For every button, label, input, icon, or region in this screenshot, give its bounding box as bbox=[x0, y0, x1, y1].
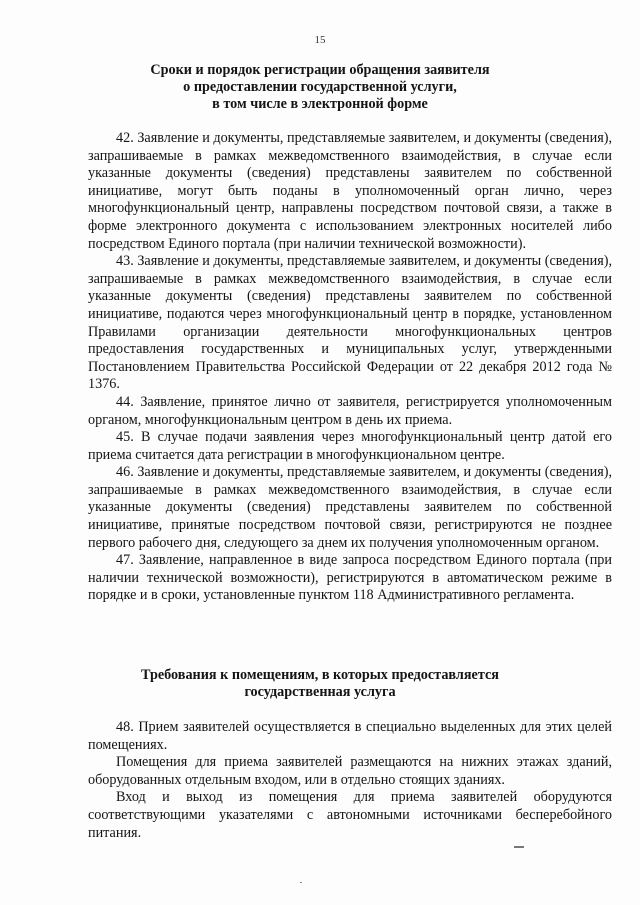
section-body-registration bbox=[88, 130, 612, 605]
paragraph-premises-entrance: Вход и выход из помещения для приема заявителей оборудуются соответствующими указателями с автономными источниками бесперебойного питания. bbox=[88, 789, 612, 841]
heading-line: в том числе в электронной форме bbox=[212, 96, 428, 112]
section-heading-premises bbox=[80, 667, 560, 701]
paragraph-42: 42. Заявление и документы, представляемые заявителем, и документы (сведения), запрашиваемые в рамках межведомственного взаимодействия, в случае если указанные документы (сведения) представлены заявителем по собственной инициативе, могут быть поданы в уполномоченный орган лично, через многофункциональный центр, направлены посредством почтовой связи, а также в форме электронного документа с использованием электронных носителей либо посредством Единого портала (при наличии технической возможности). bbox=[88, 130, 612, 252]
section-body-premises bbox=[88, 719, 612, 842]
heading-line: государственная услуга bbox=[244, 684, 396, 700]
paragraph-45: 45. В случае подачи заявления через многофункциональный центр датой его приема считается дата регистрации в многофункциональном центре. bbox=[88, 429, 612, 463]
paragraph-44: 44. Заявление, принятое лично от заявителя, регистрируется уполномоченным органом, многофункциональным центром в день их приема. bbox=[88, 393, 612, 428]
heading-line: Сроки и порядок регистрации обращения заявителя bbox=[150, 62, 490, 78]
scan-dot bbox=[300, 882, 302, 883]
paragraph-43: 43. Заявление и документы, представляемые заявителем, и документы (сведения), запрашиваемые в рамках межведомственного взаимодействия, в случае если указанные документы (сведения) представлены заявителем по собственной инициативе, подаются через многофункциональный центр в порядке, установленном Правилами организации деятельности многофункциональных центров предоставления государственных и муниципальных услуг, утвержденными Постановлением Правительства Российской Федерации от 22 декабря 2012 года № 1376. bbox=[88, 253, 612, 393]
paragraph-46: 46. Заявление и документы, представляемые заявителем, и документы (сведения), запрашиваемые в рамках межведомственного взаимодействия, в случае если указанные документы (сведения) представлены заявителем по собственной инициативе, принятые посредством почтовой связи, регистрируются не позднее первого рабочего дня, следующего за днем их получения уполномоченным органом. bbox=[88, 464, 612, 551]
paragraph-47: 47. Заявление, направленное в виде запроса посредством Единого портала (при наличии технической возможности), регистрируются в автоматическом режиме в порядке и в сроки, установленные пунктом 118 Административного регламента. bbox=[88, 552, 612, 604]
page-number: 15 bbox=[314, 34, 326, 46]
heading-line: о предоставлении государственной услуги, bbox=[183, 79, 457, 95]
paragraph-premises-location: Помещения для приема заявителей размещаются на нижних этажах зданий, оборудованных отдельным входом, или в отдельно стоящих зданиях. bbox=[88, 754, 612, 788]
paragraph-48: 48. Прием заявителей осуществляется в специально выделенных для этих целей помещениях. bbox=[88, 719, 612, 753]
scan-mark bbox=[514, 846, 524, 848]
section-heading-registration bbox=[80, 62, 560, 113]
heading-line: Требования к помещениям, в которых предоставляется bbox=[141, 667, 499, 683]
